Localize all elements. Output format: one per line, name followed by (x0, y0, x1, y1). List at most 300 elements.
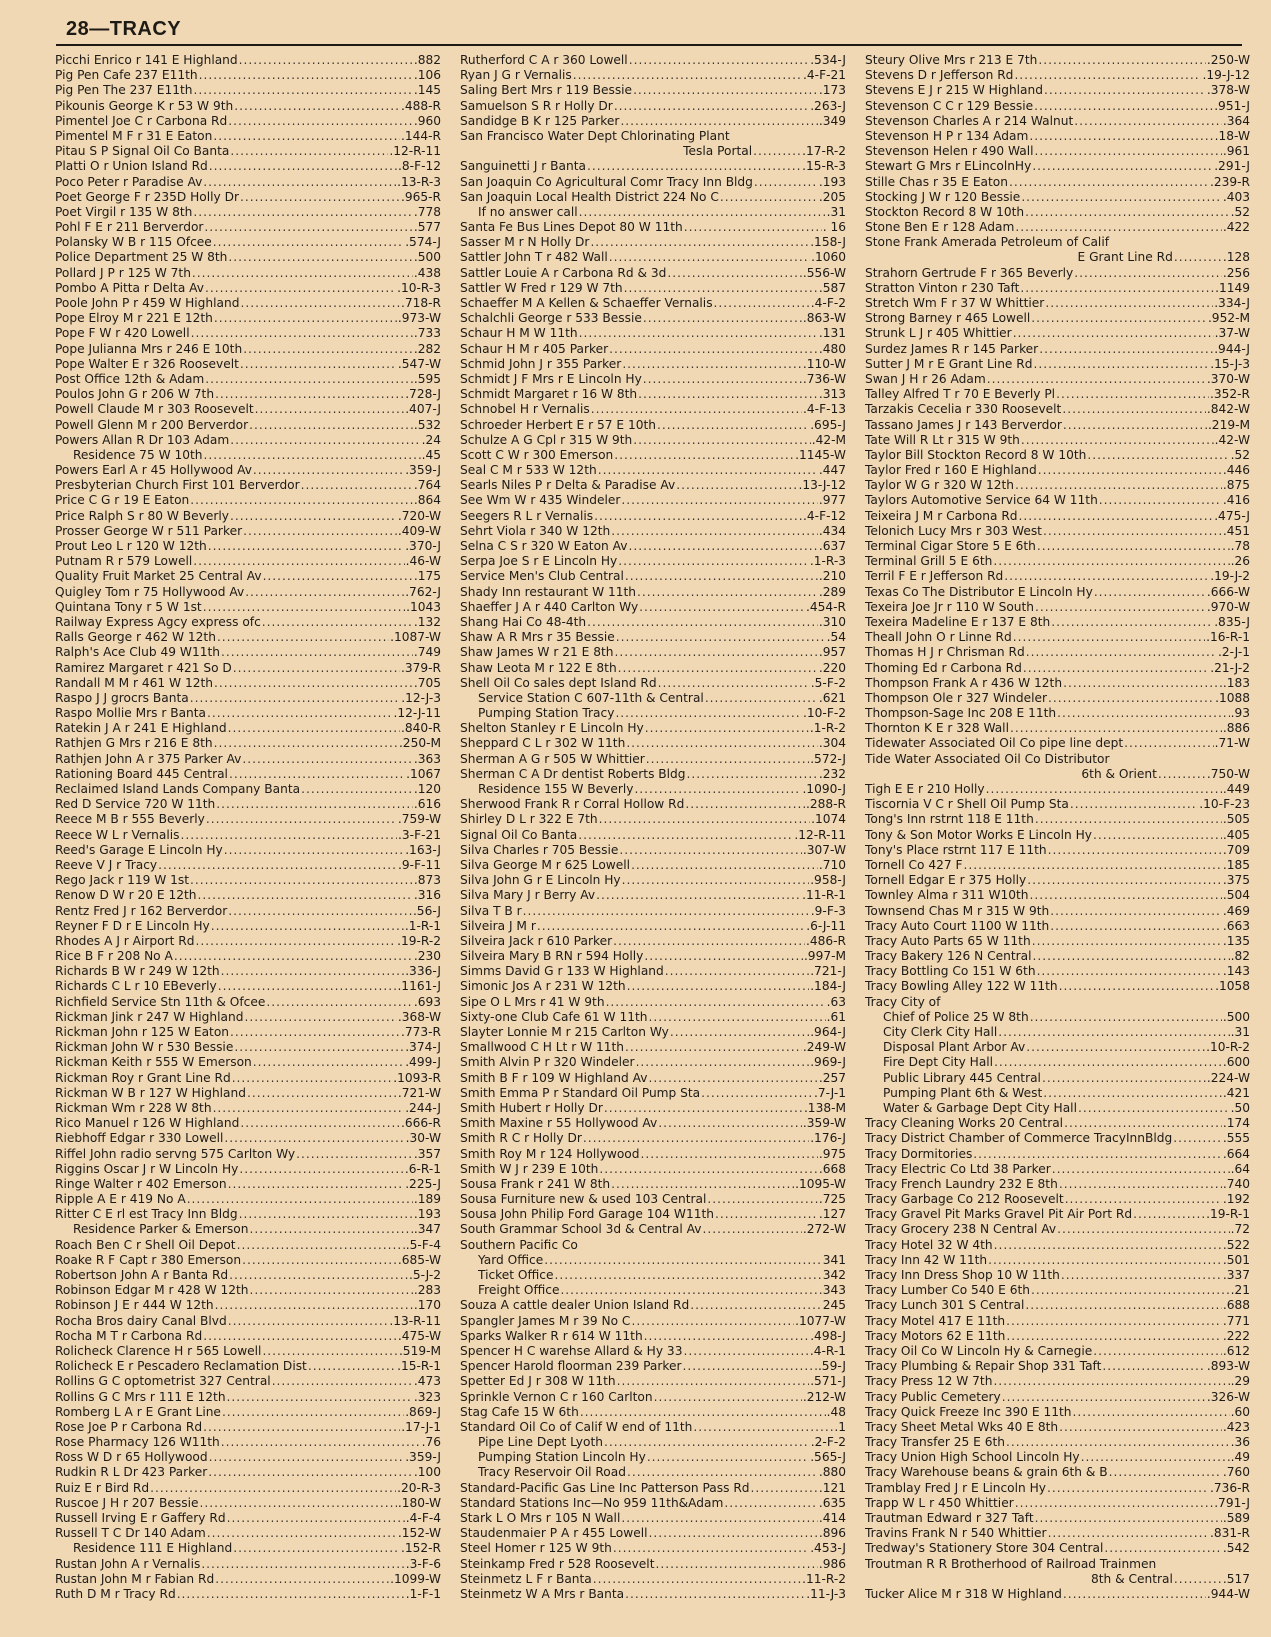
leader-dots (523, 904, 810, 919)
listing-phone: .212-W (802, 1389, 846, 1404)
listing-phone: .721-W (397, 1085, 441, 1100)
leader-dots (682, 1359, 816, 1374)
listing-phone: .158-J (810, 235, 846, 250)
leader-dots (1026, 645, 1217, 660)
leader-dots (988, 1253, 1222, 1268)
listing-entry (460, 1511, 846, 1526)
listing-phone: .36 (1230, 1435, 1250, 1450)
listing-phone: .224-W (1206, 1070, 1250, 1085)
listing-entry (460, 1450, 846, 1465)
leader-dots (683, 1344, 808, 1359)
leader-dots (1057, 1222, 1230, 1237)
leader-dots (626, 736, 818, 751)
listing-entry (55, 326, 441, 341)
listing-phone: .666-R (400, 1116, 441, 1131)
listing-entry (55, 812, 441, 827)
leader-dots (1042, 1071, 1206, 1086)
leader-dots (215, 1298, 413, 1313)
listing-phone: .21 (1230, 1283, 1250, 1298)
listing-name: Rhodes A J r Airport Rd (55, 933, 195, 948)
listing-name: Riebhoff Edgar r 330 Lowell (55, 1131, 224, 1146)
leader-dots (555, 1268, 822, 1283)
listing-entry (460, 326, 846, 341)
listing-entry (460, 478, 846, 493)
listing-entry (865, 1587, 1250, 1602)
listing-entry (460, 1465, 846, 1480)
listing-name: Spencer H C warehse Allard & Hy 33 (460, 1343, 683, 1358)
leader-dots (637, 585, 818, 600)
leader-dots (619, 843, 802, 858)
listing-name: Smith W J r 239 E 10th (460, 1161, 599, 1176)
listing-name: Spencer Harold floorman 239 Parker (460, 1359, 682, 1374)
listing-name: Rico Manuel r 126 W Highland (55, 1116, 240, 1131)
listing-entry (55, 524, 441, 539)
leader-dots (191, 326, 413, 341)
listing-phone: .132 (413, 614, 441, 629)
listing-entry (55, 159, 441, 174)
listing-phone: .600 (1222, 1055, 1250, 1070)
listing-name: Sattler Louie A r Carbona Rd & 3d (460, 265, 667, 280)
leader-dots (240, 357, 397, 372)
listing-entry (55, 1465, 441, 1480)
listing-phone: .488-R (400, 98, 441, 113)
listing-phone: .239-R (1209, 174, 1250, 189)
listing-phone: .759-W (397, 812, 441, 827)
listing-entry (55, 68, 441, 83)
leader-dots (1048, 691, 1214, 706)
listing-entry (460, 387, 846, 402)
listing-name: Pikounis George K r 53 W 9th (55, 98, 234, 113)
listing-name: Yard Office (478, 1252, 544, 1267)
listing-phone: .3-F-21 (398, 827, 441, 842)
listing-name: Robinson Edgar M r 428 W 12th (55, 1283, 249, 1298)
listing-phone: .1 (834, 1419, 846, 1434)
listing-name: Sandidge B K r 125 Parker (460, 113, 620, 128)
listing-name: Thornton K E r 328 Wall (865, 721, 1009, 736)
listing-name: Silva George M r 625 Lowell (460, 857, 631, 872)
listing-phone: .740 (1222, 1176, 1250, 1191)
listing-phone: .45 (421, 447, 441, 462)
leader-dots (240, 1116, 400, 1131)
listing-name: Quality Fruit Market 25 Central Av (55, 569, 262, 584)
listing-name: Sheppard C L r 302 W 11th (460, 736, 626, 751)
listing-phone: .1090-J (802, 782, 846, 796)
leader-dots (1034, 99, 1213, 114)
listing-name: Simonic Jos A r 231 W 12th (460, 979, 626, 994)
leader-dots (253, 463, 404, 478)
listing-entry (460, 1207, 846, 1222)
listing-name: Tracy Warehouse beans & grain 6th & B (865, 1465, 1108, 1480)
listing-name: Fire Dept City Hall (883, 1055, 994, 1070)
listing-name: Silva John G r E Lincoln Hy (460, 873, 621, 888)
leader-dots (1014, 68, 1201, 83)
listing-phone: .349 (818, 113, 846, 128)
page-header (66, 18, 181, 41)
listing-entry (865, 387, 1250, 402)
leader-dots (649, 1526, 818, 1541)
listing-name: Tesla Portal (683, 144, 753, 159)
leader-dots (647, 1450, 809, 1465)
listing-phone: .453-J (810, 1541, 846, 1556)
leader-dots (230, 509, 397, 524)
leader-dots (301, 782, 413, 797)
leader-dots (624, 281, 818, 296)
leader-dots (1064, 1116, 1222, 1131)
listing-entry (55, 676, 441, 691)
leader-dots (598, 463, 818, 478)
listing-entry (865, 1359, 1250, 1374)
listing-phone: .517 (1222, 1571, 1250, 1586)
listing-phone: .19-R-1 (1206, 1207, 1250, 1222)
listing-entry (865, 615, 1250, 630)
listing-entry (460, 418, 846, 433)
listing-phone: .961 (1222, 144, 1250, 159)
leader-dots (197, 888, 412, 903)
leader-dots (242, 752, 412, 767)
listing-phone: .347 (413, 1222, 441, 1237)
listing-phone: .8-F-12 (398, 159, 441, 174)
listing-phone: .100 (413, 1465, 441, 1480)
listing-phone: .174 (1222, 1116, 1250, 1131)
listing-name: Shelton Stanley r E Lincoln Hy (460, 721, 644, 736)
listing-entry (460, 68, 846, 83)
leader-dots (606, 995, 826, 1010)
listing-name: Smith Emma P r Standard Oil Pump Sta (460, 1085, 701, 1100)
listing-name: Pope Walter E r 326 Roosevelt (55, 356, 239, 371)
listing-name: Sattler W Fred r 129 W 7th (460, 280, 623, 295)
listing-phone: .337 (1222, 1268, 1250, 1282)
leader-dots (1037, 539, 1230, 554)
listing-entry (865, 83, 1250, 98)
listing-name: City Clerk City Hall (883, 1025, 998, 1039)
listing-entry (865, 782, 1250, 797)
leader-dots (720, 190, 818, 205)
listing-entry (865, 311, 1250, 326)
leader-dots (204, 220, 412, 235)
listing-name: Platti O r Union Island Rd (55, 159, 208, 174)
leader-dots (233, 1541, 400, 1556)
listing-entry (865, 509, 1250, 524)
leader-dots (701, 1086, 813, 1101)
listing-phone: .6-J-11 (806, 918, 846, 933)
listing-name: Chief of Police 25 W 8th (883, 1009, 1029, 1024)
listing-entry (865, 1055, 1250, 1070)
listing-entry (865, 1101, 1250, 1116)
leader-dots (227, 1390, 413, 1405)
leader-dots (217, 630, 389, 645)
listing-name: Sattler John T r 482 Wall (460, 250, 608, 265)
listing-phone: .244-J (405, 1100, 441, 1115)
listing-phone: .46-W (405, 554, 441, 569)
listing-name: Quintana Tony r 5 W 1st (55, 599, 202, 614)
listing-entry (460, 767, 846, 782)
listing-name: Powers Earl A r 45 Hollywood Av (55, 463, 252, 478)
listing-name: Staudenmaier P A r 455 Lowell (460, 1526, 648, 1541)
leader-dots (613, 934, 805, 949)
listing-phone: .873 (413, 873, 441, 888)
listing-name: Silveira J M r (460, 918, 536, 933)
listing-name: Spetter Ed J r 308 W 11th (460, 1374, 616, 1389)
listing-entry (55, 114, 441, 129)
listing-phone: .323 (413, 1389, 441, 1404)
listing-phone: .416 (1222, 493, 1250, 508)
listing-phone: .595 (413, 371, 441, 386)
listing-phone: 245 (822, 1298, 846, 1313)
leader-dots (578, 828, 793, 843)
listing-phone: .666-W (1206, 584, 1250, 599)
listing-phone: .5-J-2 (408, 1268, 441, 1282)
leader-dots (1093, 1344, 1222, 1359)
leader-dots (228, 250, 412, 265)
leader-dots (993, 1374, 1229, 1389)
listing-name: Rentz Fred J r 162 Berverdor (55, 903, 228, 918)
listing-entry (460, 53, 846, 68)
leader-dots (751, 1481, 818, 1496)
listing-name: Red D Service 720 W 11th (55, 797, 216, 812)
listing-name: Sherman C A Dr dentist Roberts Bldg (460, 766, 686, 781)
listing-phone: .10-R-3 (397, 280, 441, 295)
listing-entry (865, 1405, 1250, 1420)
listing-phone: .72 (1230, 1222, 1250, 1237)
leader-dots (230, 433, 420, 448)
listing-name: Pig Pen Cafe 237 E11th (55, 68, 198, 83)
leader-dots (1059, 979, 1215, 994)
leader-dots (638, 387, 818, 402)
listing-entry (55, 828, 441, 843)
listing-name: Sutter J M r E Grant Line Rd (865, 356, 1033, 371)
listing-phone: .944-W (1206, 1586, 1250, 1601)
listing-entry (55, 919, 441, 934)
listing-entry (865, 175, 1250, 190)
listing-entry (460, 630, 846, 645)
listing-name: Disposal Plant Arbor Av (883, 1040, 1026, 1055)
listing-entry (865, 858, 1250, 873)
listing-phone: .370-W (1206, 371, 1250, 386)
leader-dots (1015, 478, 1222, 493)
listing-name: Shady Inn restaurant W 11th (460, 584, 637, 599)
listing-phone: .272-W (802, 1222, 846, 1237)
listing-name: Sousa Frank r 241 W 8th (460, 1176, 611, 1191)
listing-name: Tornell Edgar E r 375 Holly (865, 873, 1027, 888)
listing-entry (460, 1025, 846, 1040)
listing-phone: .1-R-1 (404, 918, 441, 933)
listing-phone: .76 (421, 1435, 441, 1450)
leader-dots (1032, 949, 1229, 964)
listing-phone: .15-J-3 (1210, 356, 1250, 371)
listing-name: Schaur H M W 11th (460, 326, 578, 341)
listing-entry (460, 828, 846, 843)
listing-name: Rathjen John A r 375 Parker Av (55, 751, 242, 766)
listing-name: Tony & Son Motor Works E Lincoln Hy (865, 827, 1092, 842)
listing-entry (55, 1390, 441, 1405)
listing-entry (865, 1177, 1250, 1192)
leader-dots (573, 68, 802, 83)
listing-name: 8th & Central (1090, 1571, 1173, 1586)
listing-name: Poco Peter r Paradise Av (55, 174, 203, 189)
leader-dots (636, 1055, 810, 1070)
leader-dots (613, 1541, 809, 1556)
leader-dots (233, 661, 400, 676)
listing-entry (460, 569, 846, 584)
listing-phone: .364 (1222, 113, 1250, 128)
listing-name: Tracy Transfer 25 E 6th (865, 1435, 1006, 1450)
listing-name: Taylor W G r 320 W 12th (865, 478, 1015, 493)
leader-dots (1013, 326, 1214, 341)
leader-dots (655, 1557, 817, 1572)
listing-name: Reece W L r Vernalis (55, 827, 180, 842)
listing-entry (865, 1496, 1250, 1511)
listing-entry (460, 493, 846, 508)
listing-phone: .17-J-1 (401, 1419, 441, 1434)
listing-name: Tracy French Laundry 232 E 8th (865, 1176, 1058, 1191)
listing-entry (55, 235, 441, 250)
listing-phone: .110-W (802, 356, 846, 371)
listing-phone: .222 (1222, 1328, 1250, 1343)
listing-entry (865, 1314, 1250, 1329)
listing-name: Steinmetz W A Mrs r Banta (460, 1586, 625, 1601)
listing-entry (460, 1222, 846, 1237)
leader-dots (687, 767, 818, 782)
leader-dots (230, 1025, 400, 1040)
listing-phone: .59-J (817, 1359, 846, 1374)
listing-name: Teixeira J M r Carbona Rd (865, 508, 1018, 523)
leader-dots (1173, 1131, 1222, 1146)
leader-dots (579, 205, 826, 220)
leader-dots (631, 858, 818, 873)
leader-dots (1035, 812, 1222, 827)
listing-entry (55, 357, 441, 372)
listing-phone: .1088 (1215, 690, 1250, 705)
listing-phone: .498-J (810, 1328, 846, 1343)
listing-entry (55, 661, 441, 676)
listing-phone: .616 (413, 797, 441, 812)
listing-entry (55, 1298, 441, 1313)
leader-dots (193, 205, 413, 220)
leader-dots (1023, 661, 1209, 676)
leader-dots (622, 873, 810, 888)
listing-name: Stevenson Charles A r 214 Walnut (865, 113, 1074, 128)
listing-entry (460, 1314, 846, 1329)
listing-phone: .127 (818, 1207, 846, 1222)
listing-entry (865, 478, 1250, 493)
listing-name: Stratton Vinton r 230 Taft (865, 280, 1020, 295)
listing-name: Roach Ben C r Shell Oil Depot (55, 1237, 236, 1252)
listing-phone: .951-J (1214, 98, 1250, 113)
listing-entry (55, 129, 441, 144)
listing-entry (55, 752, 441, 767)
leader-dots (648, 1071, 817, 1086)
listing-phone: .688 (1222, 1298, 1250, 1313)
listing-name: Schaur H M r 405 Parker (460, 341, 609, 356)
listing-name: Samuelson S R r Holly Dr (460, 98, 613, 113)
listing-name: Stevenson H P r 134 Adam (865, 128, 1029, 143)
listing-entry (55, 873, 441, 888)
listing-entry (460, 676, 846, 691)
listing-entry (865, 68, 1250, 83)
listing-name: Steel Homer r 125 W 9th (460, 1541, 612, 1556)
listing-phone: .721-J (810, 964, 846, 979)
leader-dots (676, 478, 797, 493)
listing-phone: .16-R-1 (1206, 630, 1250, 645)
listing-phone: .893-W (1206, 1359, 1250, 1374)
listing-name: Tracy Hotel 32 W 4th (865, 1237, 993, 1252)
listing-entry (55, 1572, 441, 1587)
leader-dots (614, 448, 794, 463)
listing-entry (55, 1101, 441, 1116)
listing-entry (460, 463, 846, 478)
listing-entry (460, 661, 846, 676)
listing-name: Tiscornia V C r Shell Oil Pump Sta (865, 797, 1069, 812)
listing-entry (865, 1450, 1250, 1465)
leader-dots (1056, 387, 1209, 402)
listing-phone: .256 (1222, 265, 1250, 280)
listing-name: Talley Alfred T r 70 E Beverly Pl (865, 387, 1056, 402)
listing-phone: .19-J-2 (1210, 569, 1250, 584)
listing-phone: .175 (413, 569, 441, 584)
leader-dots (1062, 402, 1206, 417)
leader-dots (1093, 828, 1222, 843)
listing-phone: .1095-W (795, 1176, 846, 1191)
listing-name: Service Men's Club Central (460, 569, 624, 584)
listing-entry (460, 159, 846, 174)
listing-name: Stone Frank Amerada Petroleum of Calif (865, 235, 1109, 250)
listing-name: Ticket Office (478, 1268, 554, 1282)
listing-entry (460, 691, 846, 706)
listing-entry (55, 372, 441, 387)
listing-phone: .663 (1222, 918, 1250, 933)
listing-phone: .145 (413, 83, 441, 98)
leader-dots (229, 767, 405, 782)
listing-name: Rose Pharmacy 126 W11th (55, 1435, 220, 1450)
listing-phone: .1-R-3 (809, 554, 846, 569)
leader-dots (224, 843, 404, 858)
listing-entry (865, 1131, 1250, 1146)
listing-name: Seegers R L r Vernalis (460, 508, 594, 523)
listing-name: Pig Pen The 237 E11th (55, 83, 193, 98)
listing-name: Presbyterian Church First 101 Berverdor (55, 478, 300, 493)
leader-dots (1099, 493, 1222, 508)
listing-phone: .225-J (405, 1176, 441, 1191)
listing-name: Romberg L A r E Grant Line (55, 1404, 221, 1419)
leader-dots (1025, 1298, 1221, 1313)
listing-phone: .434 (818, 523, 846, 538)
leader-dots (644, 1329, 810, 1344)
leader-dots (599, 1162, 817, 1177)
leader-dots (625, 569, 818, 584)
listing-phone: .750-W (1206, 766, 1250, 781)
leader-dots (204, 448, 421, 463)
leader-dots (1073, 1405, 1230, 1420)
listing-name: Residence 111 E Highland (73, 1541, 233, 1556)
leader-dots (684, 220, 822, 235)
listing-phone: .944-J (1214, 341, 1250, 356)
leader-dots (1087, 448, 1229, 463)
listing-entry (460, 752, 846, 767)
listing-phone: .49 (1230, 1450, 1250, 1465)
listing-entry (460, 1268, 846, 1283)
listing-entry (460, 1101, 846, 1116)
leader-dots (150, 1481, 396, 1496)
listing-phone: .82 (1230, 949, 1250, 964)
listing-phone: .519-M (398, 1343, 441, 1358)
leader-dots (657, 418, 809, 433)
listing-entry (460, 1116, 846, 1131)
listing-entry (460, 843, 846, 858)
listing-entry (460, 949, 846, 964)
listing-phone: .19-J-12 (1202, 68, 1250, 83)
leader-dots (1038, 463, 1222, 478)
listing-phone: .316 (413, 888, 441, 903)
